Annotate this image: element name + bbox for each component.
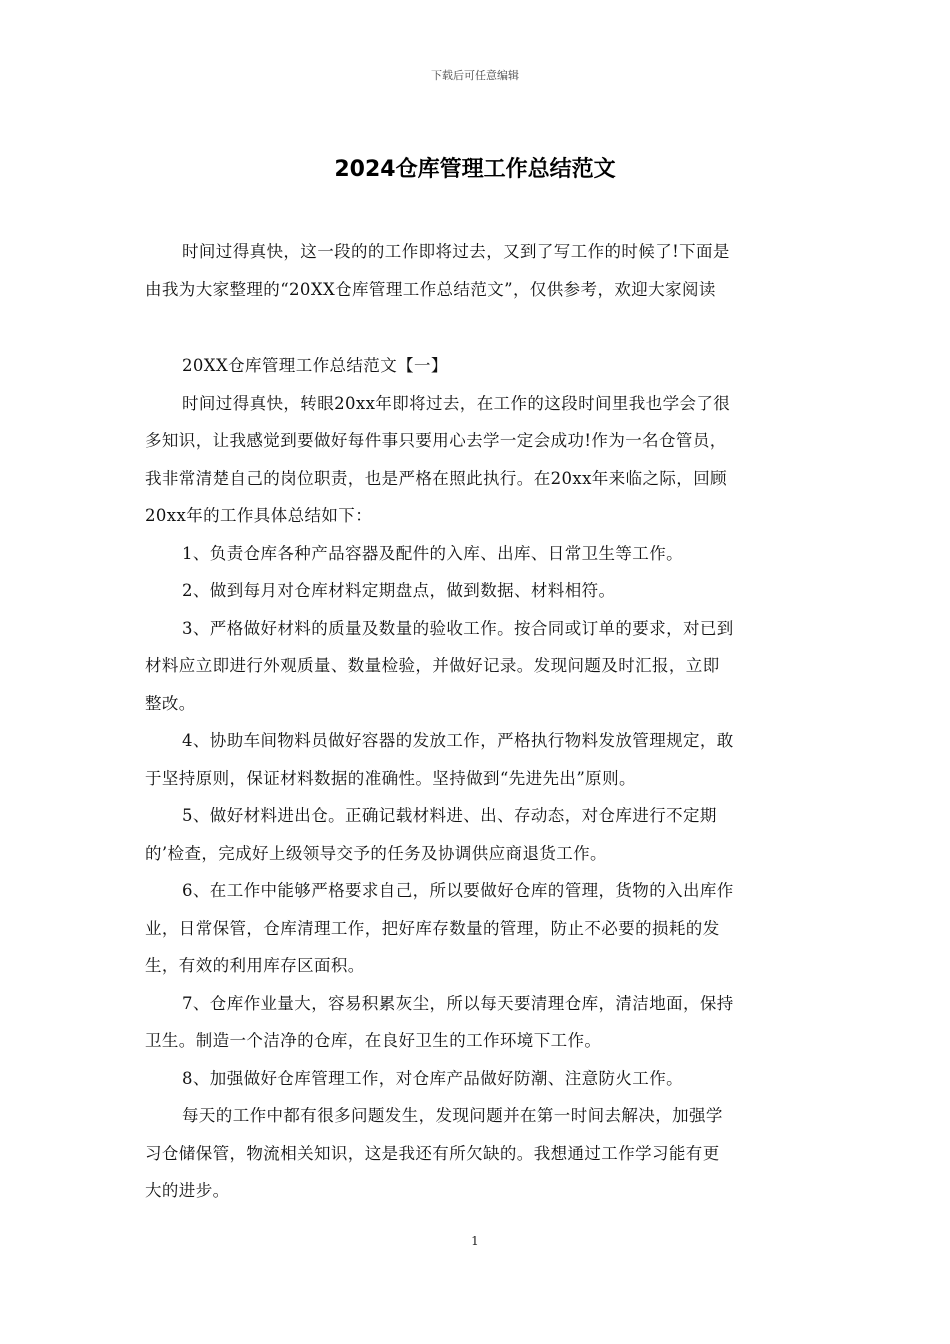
list-item-5: 5、做好材料进出仓。正确记载材料进、出、存动态，对仓库进行不定期 [182, 806, 717, 825]
page-number: 1 [471, 1234, 479, 1248]
page-header-note: 下载后可任意编辑 [431, 69, 519, 82]
list-item-5-cont: 的’检查，完成好上级领导交予的任务及协调供应商退货工作。 [145, 844, 607, 863]
list-item-6-cont: 生，有效的利用库存区面积。 [145, 956, 365, 975]
list-item-3: 3、严格做好材料的质量及数量的验收工作。按合同或订单的要求，对已到 [182, 619, 734, 638]
list-item-7-cont: 卫生。制造一个洁净的仓库，在良好卫生的工作环境下工作。 [145, 1031, 602, 1050]
list-item-4-cont: 于坚持原则，保证材料数据的准确性。坚持做到“先进先出”原则。 [145, 769, 636, 788]
list-item-3-cont: 整改。 [145, 694, 196, 713]
list-item-8: 8、加强做好仓库管理工作，对仓库产品做好防潮、注意防火工作。 [182, 1069, 683, 1088]
closing-line: 习仓储保管，物流相关知识，这是我还有所欠缺的。我想通过工作学习能有更 [145, 1144, 720, 1163]
intro-line: 时间过得真快，这一段的的工作即将过去，又到了写工作的时候了!下面是 [182, 242, 730, 261]
list-item-7: 7、仓库作业量大，容易积累灰尘，所以每天要清理仓库，清洁地面，保持 [182, 994, 734, 1013]
list-item-6: 6、在工作中能够严格要求自己，所以要做好仓库的管理，货物的入出库作 [182, 881, 734, 900]
list-item-2: 2、做到每月对仓库材料定期盘点，做到数据、材料相符。 [182, 581, 616, 600]
list-item-6-cont: 业，日常保管，仓库清理工作，把好库存数量的管理，防止不必要的损耗的发 [145, 919, 720, 938]
closing-line: 每天的工作中都有很多问题发生，发现问题并在第一时间去解决，加强学 [182, 1106, 723, 1125]
intro-line: 由我为大家整理的“20XX仓库管理工作总结范文”，仅供参考，欢迎大家阅读 [145, 280, 716, 299]
paragraph-line: 我非常清楚自己的岗位职责，也是严格在照此执行。在20xx年来临之际，回顾 [145, 469, 728, 488]
list-item-3-cont: 材料应立即进行外观质量、数量检验，并做好记录。发现问题及时汇报，立即 [145, 656, 720, 675]
paragraph-line: 多知识，让我感觉到要做好每件事只要用心去学一定会成功!作为一名仓管员， [145, 431, 727, 450]
closing-line: 大的进步。 [145, 1181, 230, 1200]
list-item-4: 4、协助车间物料员做好容器的发放工作，严格执行物料发放管理规定，敢 [182, 731, 734, 750]
section-heading: 20XX仓库管理工作总结范文【一】 [182, 356, 448, 375]
document-title: 2024仓库管理工作总结范文 [334, 157, 616, 182]
paragraph-line: 时间过得真快，转眼20xx年即将过去，在工作的这段时间里我也学会了很 [182, 394, 731, 413]
list-item-1: 1、负责仓库各种产品容器及配件的入库、出库、日常卫生等工作。 [182, 544, 683, 563]
paragraph-line: 20xx年的工作具体总结如下： [145, 506, 373, 525]
